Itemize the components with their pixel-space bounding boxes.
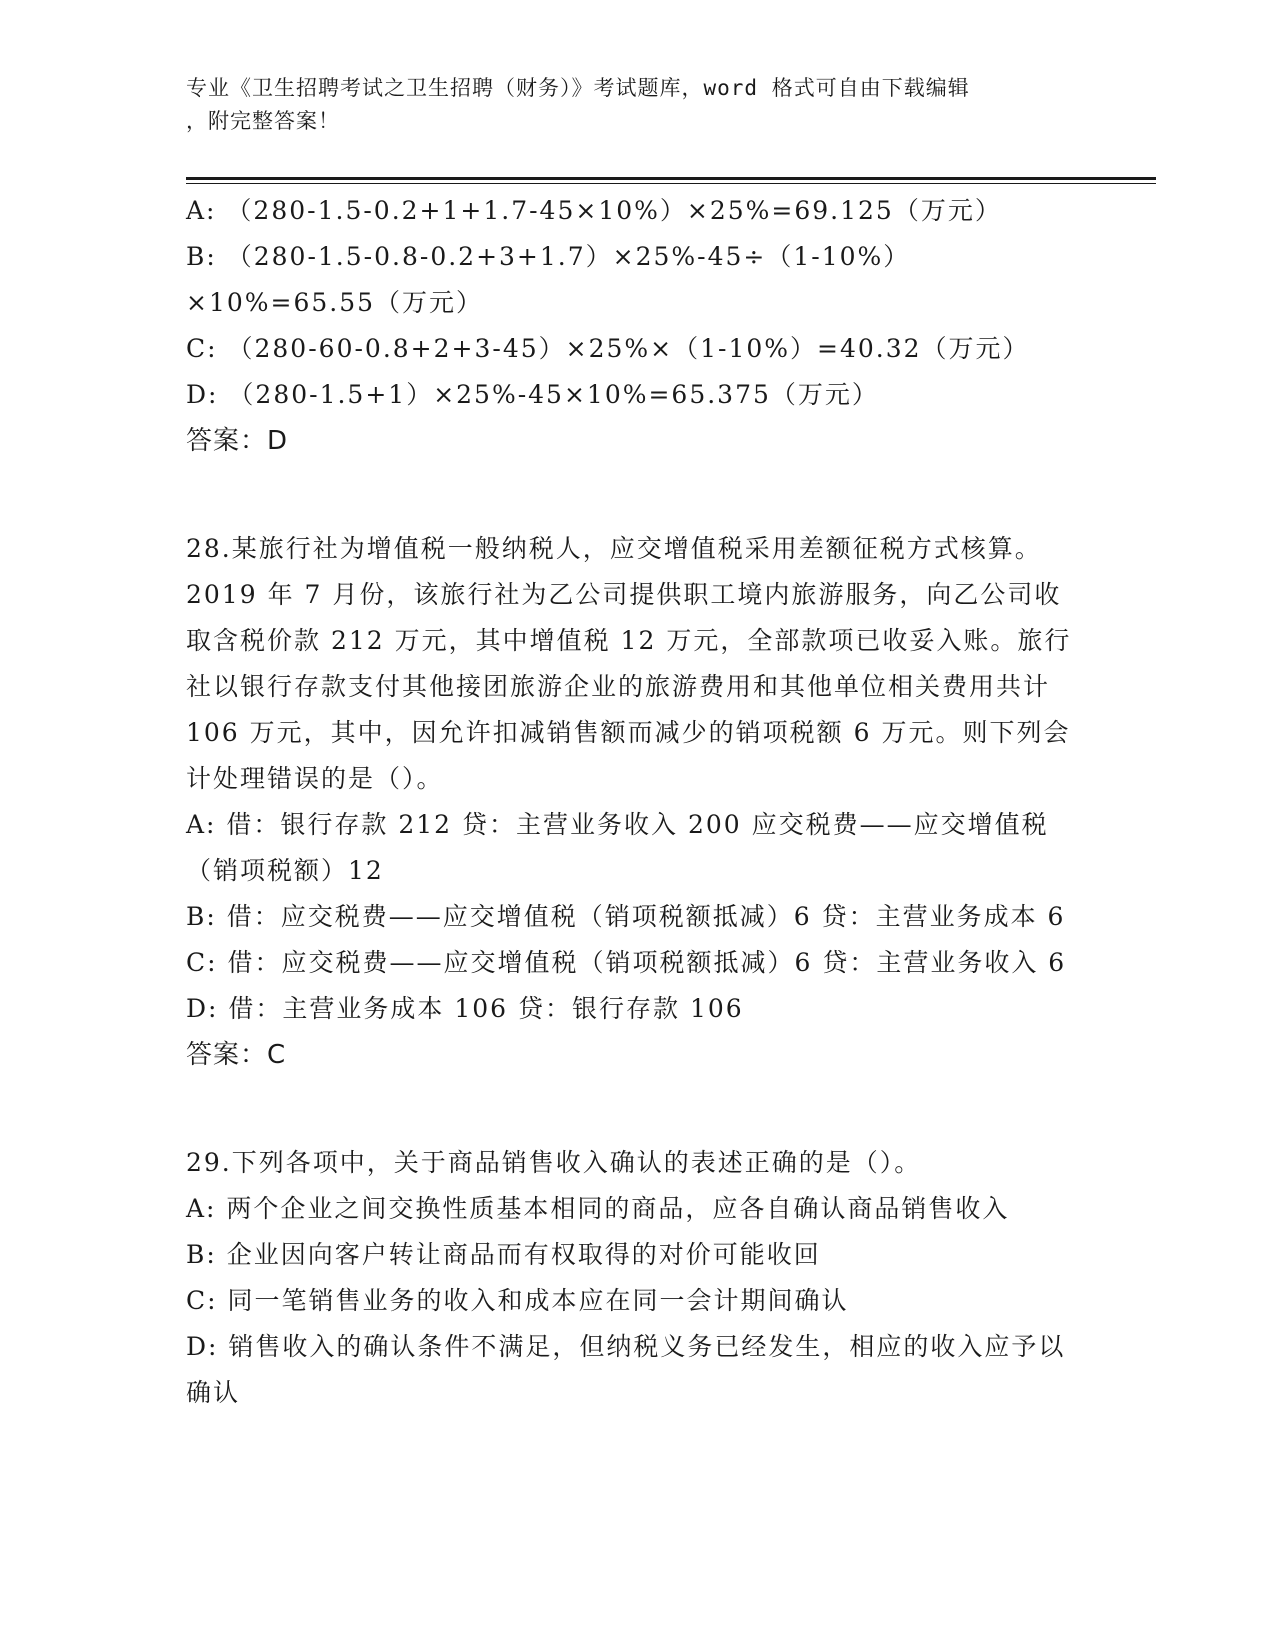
option-b: B: 借：应交税费——应交增值税（销项税额抵减）6 贷：主营业务成本 6 bbox=[186, 902, 1066, 931]
spacer bbox=[186, 1078, 1086, 1140]
option-d: D: （280-1.5+1）×25%-45×10%=65.375（万元） bbox=[186, 380, 879, 409]
option-b: B: （280-1.5-0.8-0.2+3+1.7）×25%-45÷（1-10%）×10%=65.55（万元） bbox=[186, 242, 911, 317]
option-a: A: 借：银行存款 212 贷：主营业务收入 200 应交税费——应交增值税（销项税额）12 bbox=[186, 810, 1049, 885]
spacer bbox=[186, 464, 1086, 526]
document-header bbox=[186, 72, 1066, 138]
option-c: C: （280-60-0.8+2+3-45）×25%×（1-10%）=40.32（万元） bbox=[186, 334, 1030, 363]
header-rule-thin bbox=[186, 183, 1156, 184]
question-29 bbox=[186, 1140, 1086, 1416]
document-body bbox=[186, 188, 1086, 1416]
question-28 bbox=[186, 526, 1086, 1078]
previous-question-options bbox=[186, 188, 1086, 464]
option-a: A: （280-1.5-0.2+1+1.7-45×10%）×25%=69.125（万元） bbox=[186, 196, 1002, 225]
answer-label: 答案：D bbox=[186, 426, 289, 456]
question-text: 28.某旅行社为增值税一般纳税人，应交增值税采用差额征税方式核算。2019 年 7 月份，该旅行社为乙公司提供职工境内旅游服务，向乙公司收取含税价款 212 万元，其中增值税 12 万元，全部款项已收妥入账。旅行社以银行存款支付其他接团旅游企业的旅游费用和其他单位相关费用共计 106 万元，其中，因允许扣减销售额而减少的销项税额 6 万元。则下列会计处理错误的是（）。 bbox=[186, 534, 1072, 793]
option-c: C: 借：应交税费——应交增值税（销项税额抵减）6 贷：主营业务收入 6 bbox=[186, 948, 1067, 977]
option-a: A: 两个企业之间交换性质基本相同的商品，应各自确认商品销售收入 bbox=[186, 1194, 1010, 1223]
option-b: B: 企业因向客户转让商品而有权取得的对价可能收回 bbox=[186, 1240, 821, 1269]
answer-label: 答案：C bbox=[186, 1040, 287, 1070]
option-d: D: 销售收入的确认条件不满足，但纳税义务已经发生，相应的收入应予以确认 bbox=[186, 1332, 1066, 1407]
header-line-2: ，附完整答案！ bbox=[186, 109, 340, 133]
header-line-1: 专业《卫生招聘考试之卫生招聘（财务）》考试题库，word 格式可自由下载编辑 bbox=[186, 76, 970, 100]
option-c: C: 同一笔销售业务的收入和成本应在同一会计期间确认 bbox=[186, 1286, 849, 1315]
question-text: 29.下列各项中，关于商品销售收入确认的表述正确的是（）。 bbox=[186, 1148, 922, 1177]
option-d: D: 借：主营业务成本 106 贷：银行存款 106 bbox=[186, 994, 744, 1023]
header-rule-thick bbox=[186, 177, 1156, 180]
